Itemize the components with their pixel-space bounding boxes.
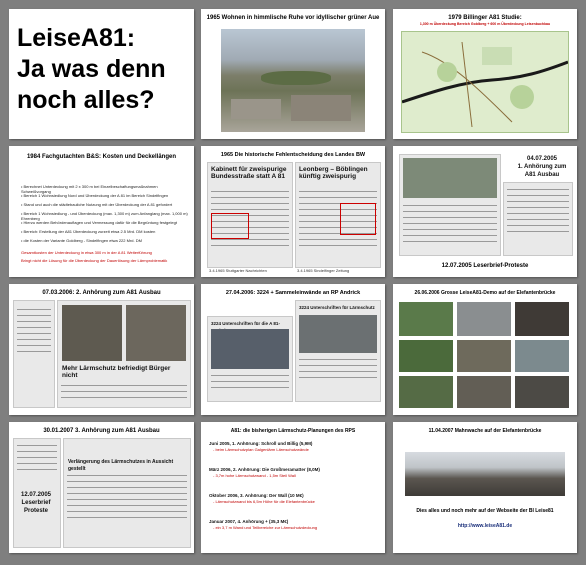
demo-photo xyxy=(399,340,453,372)
footer-line-3: Proteste xyxy=(23,508,48,514)
clip-headline: Leonberg – Böblingen künftig zweispurig xyxy=(299,166,368,180)
demo-photo xyxy=(515,340,569,372)
bullet-3: • Stand und auch die städtebauliche Nutzung mit der Überdeckung der A 81 gefordert xyxy=(21,202,188,207)
plan-item-1-detail: - beim Lärmschutzplan Galgenlärm Lärmschutzwände xyxy=(213,447,309,452)
newspaper-clip-main xyxy=(57,300,191,408)
footer-line-1: 12.07.2005 xyxy=(20,492,52,498)
plan-item-2: März 2006, 2. Anhörung: Die Großmeramatter (8,0M) xyxy=(209,467,320,472)
clip-headline: 3224 Unterschriften für Lärmschutz xyxy=(299,305,375,310)
slide-title[interactable] xyxy=(9,9,194,139)
date-caption: 04.07.2005 xyxy=(526,156,558,162)
plan-item-3-detail: - Lärmschutzwand bis 6,5m Höhe für die Elefantenbrücke xyxy=(213,499,315,504)
slide-1979-studie[interactable] xyxy=(393,9,577,139)
bullet-5: • Hierzu werden Behördenauflagen und Vermessung dafür für die Begrüntung festgelegt xyxy=(21,220,188,225)
slide-caption: 1965 Die historische Fehlentscheidung des Landes BW xyxy=(220,152,366,158)
plan-item-2-detail: - 3,7m hohe Lärmschutzwand - 1,5m Steil Wall xyxy=(213,473,296,478)
newspaper-clip xyxy=(399,154,501,256)
red-note-1: Gesamtkosten der Unterdeckung in etwa 300 m in der A 81 Weiterführung xyxy=(21,250,152,255)
slide-2006-sammeleinwaende[interactable] xyxy=(201,284,385,415)
mahnwache-photo xyxy=(405,452,565,496)
newspaper-clip-right xyxy=(295,300,381,402)
slide-1984-fachgutachten[interactable] xyxy=(9,146,194,277)
clip-headline: Mehr Lärmschutz befriedigt Bürger nicht xyxy=(62,365,171,379)
footer-left: 3.4.1965 Stuttgarter Nachrichten xyxy=(209,268,267,273)
clip-headline: 3224 Unterschriften für die A 81- xyxy=(211,321,280,326)
slide-title-text xyxy=(17,23,192,116)
photo-row-1 xyxy=(399,302,569,336)
slide-caption: 1965 Wohnen in himmlische Ruhe vor idyllischer grüner Aue xyxy=(206,15,380,21)
slide-caption: 07.03.2006: 2. Anhörung zum A81 Ausbau xyxy=(42,290,161,296)
demo-photo xyxy=(399,376,453,408)
newspaper-clip-left xyxy=(13,300,55,408)
newspaper-clip-right xyxy=(295,162,381,268)
slide-2007-mahnwache[interactable] xyxy=(393,422,577,553)
demo-photo xyxy=(457,340,511,372)
clip-photo xyxy=(403,158,497,198)
website-link[interactable]: http://www.leiseA81.de xyxy=(457,523,513,529)
website-text: Dies alles und noch mehr auf der Webseite der BI Leise81 xyxy=(416,508,554,514)
clip-photo xyxy=(62,305,122,361)
footer-line-2: Leserbrief xyxy=(21,500,51,506)
bullet-1: • Berechnet Unterdeckung mit 2 x 300 m bei Einzelbeschaftungsmaßnahmen Schweißvorgang xyxy=(21,184,188,194)
footer-right: 3.4.1965 Sindelfinger Zeitung xyxy=(297,268,350,273)
slide-2006-anhoerung-2[interactable] xyxy=(9,284,194,415)
newspaper-clip-left xyxy=(207,316,293,402)
slide-1965-wohnen[interactable] xyxy=(201,9,385,139)
demo-photo xyxy=(457,376,511,408)
caption-line-2: 1. Anhörung zum xyxy=(517,164,567,170)
bullet-7: • die Kosten der Variante Goldberg - Sindelfingen etwa 222 Mrd. DM xyxy=(21,238,188,243)
slide-caption: 1979 Billinger A81 Studie: xyxy=(448,15,522,21)
plan-item-4-detail: - ein 3,7 m Wand und Teilbereiche zur Lärmschutzdeckung xyxy=(213,525,318,530)
title-line-2: Ja was denn xyxy=(17,55,166,83)
aerial-photo xyxy=(221,29,365,132)
bullet-6: • Bereich: Erstellung der A81 Überdeckung zurzeit etwa 2.5 Mrd. DM kosten xyxy=(21,229,188,234)
slide-caption: 26.06.2006 Grosse LeiseA81-Demo auf der Elefantenbrücke xyxy=(414,290,556,296)
clip-photo xyxy=(299,315,377,353)
photo-row-2 xyxy=(399,340,569,372)
slide-2007-anhoerung-3[interactable] xyxy=(9,422,194,553)
plan-item-4: Januar 2007, 4. Anhörung + (35,3 M€) xyxy=(209,519,289,524)
slide-2006-demo[interactable] xyxy=(393,284,577,415)
bullet-4: • Bereich 1 Wohnsiedlung - und Überdeckung (max. 1,300 m) zum Anfanglang (max. 1,000 m) Ehrenberg xyxy=(21,211,188,221)
newspaper-clip-main xyxy=(63,438,191,548)
slide-caption: 1984 Fachgutachten B&S: Kosten und Deckellängen xyxy=(26,154,177,160)
slide-caption: 27.04.2006: 3224 + Sammeleinwände an RP Andrick xyxy=(225,290,361,296)
newspaper-clip-left xyxy=(207,162,293,268)
demo-photo xyxy=(457,302,511,336)
demo-photo xyxy=(515,302,569,336)
slide-subcaption: 1,300 m Überdeckung Bereich Goldberg + 600 m Überdeckung Leisenbuchkau xyxy=(419,22,551,26)
route-map xyxy=(401,31,569,133)
red-note-2: Bringt nicht die Lösung für die Überdeckung der Dauerlösung der Lärmproblematik xyxy=(21,258,168,263)
clip-headline: Kabinett für zweispurige Bundesstraße statt A 81 xyxy=(211,166,287,180)
title-line-3: noch alles? xyxy=(17,86,155,114)
slide-caption: 11.04.2007 Mahnwache auf der Elefantenbrücke xyxy=(428,428,542,434)
footer-caption: 12.07.2005 Leserbrief-Proteste xyxy=(441,263,529,269)
clip-headline: Verlängerung des Lärmschutzes in Aussicht gestellt xyxy=(68,459,174,472)
slide-caption: 30.01.2007 3. Anhörung zum A81 Ausbau xyxy=(43,428,160,434)
map-lines xyxy=(402,32,568,132)
demo-photo xyxy=(399,302,453,336)
clip-photo xyxy=(211,329,289,369)
demo-photo xyxy=(515,376,569,408)
slide-2005-anhoerung-1[interactable] xyxy=(393,146,577,277)
slide-caption: A81: die bisherigen Lärmschutz-Planungen des RPS xyxy=(230,428,356,434)
title-line-1: LeiseA81: xyxy=(17,24,136,52)
plan-item-3: Oktober 2006, 3. Anhörung: Der Wall (10 M€) xyxy=(209,493,304,498)
plan-item-1: Juni 2005, 1. Anhörung: Schroll und Billig (5,9M) xyxy=(209,441,313,446)
clip-photo-2 xyxy=(126,305,186,361)
photo-row-3 xyxy=(399,376,569,408)
newspaper-clip-letters xyxy=(503,182,573,256)
slide-1965-fehlentscheidung[interactable] xyxy=(201,146,385,277)
bullet-2: • Bereich 1 Wohnsiedlung Nord und Überdeckung der A 81 im Bereich Sindelfingen xyxy=(21,193,188,198)
slide-planungen-rps[interactable] xyxy=(201,422,385,553)
caption-line-3: A81 Ausbau xyxy=(524,172,560,178)
